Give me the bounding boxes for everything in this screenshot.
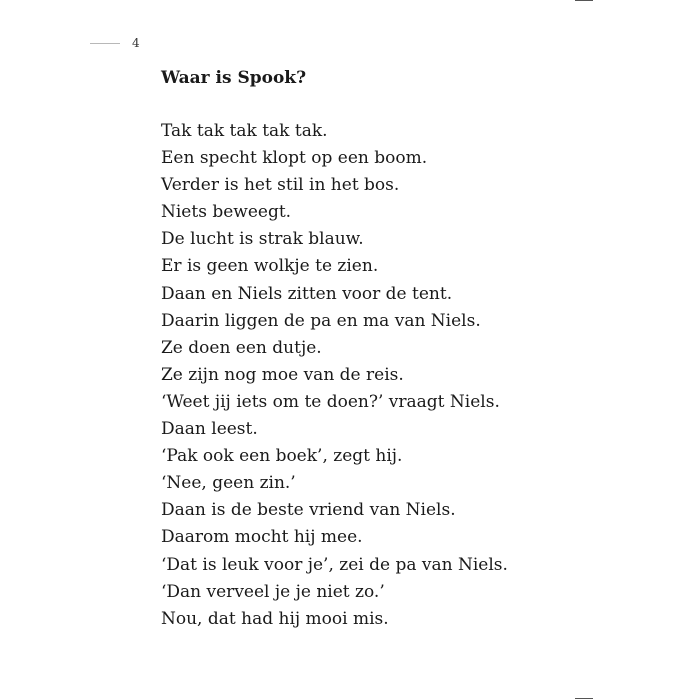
text-line: Niets beweegt. <box>161 202 292 223</box>
text-line: ‘Dan verveel je je niet zo.’ <box>161 581 385 602</box>
text-line: De lucht is strak blauw. <box>161 229 364 250</box>
text-line: ‘Dat is leuk voor je’, zei de pa van Niels. <box>161 554 508 575</box>
text-line: ‘Nee, geen zin.’ <box>161 473 296 494</box>
folio-rule <box>90 43 120 44</box>
story-text <box>161 118 508 633</box>
chapter-title: Waar is Spook? <box>161 68 307 88</box>
text-line: Daan is de beste vriend van Niels. <box>161 500 456 521</box>
text-line: Verder is het stil in het bos. <box>161 175 400 196</box>
text-line: Tak tak tak tak tak. <box>161 121 328 141</box>
text-line: ‘Pak ook een boek’, zegt hij. <box>161 446 403 467</box>
text-line: ‘Weet jij iets om te doen?’ vraagt Niels. <box>161 391 500 412</box>
text-line: Een specht klopt op een boom. <box>161 148 428 169</box>
text-line: Ze zijn nog moe van de reis. <box>161 364 404 385</box>
text-line: Daan leest. <box>161 419 258 440</box>
text-line: Daarom mocht hij mee. <box>161 527 363 548</box>
crop-mark-top <box>575 0 593 1</box>
text-line: Daan en Niels zitten voor de tent. <box>161 283 453 304</box>
text-line: Ze doen een dutje. <box>161 337 322 358</box>
text-line: Nou, dat had hij mooi mis. <box>161 608 389 629</box>
text-line: Daarin liggen de pa en ma van Niels. <box>161 310 481 331</box>
page-number: 4 <box>132 36 140 50</box>
text-line: Er is geen wolkje te zien. <box>161 256 379 277</box>
crop-mark-bottom <box>575 698 593 699</box>
